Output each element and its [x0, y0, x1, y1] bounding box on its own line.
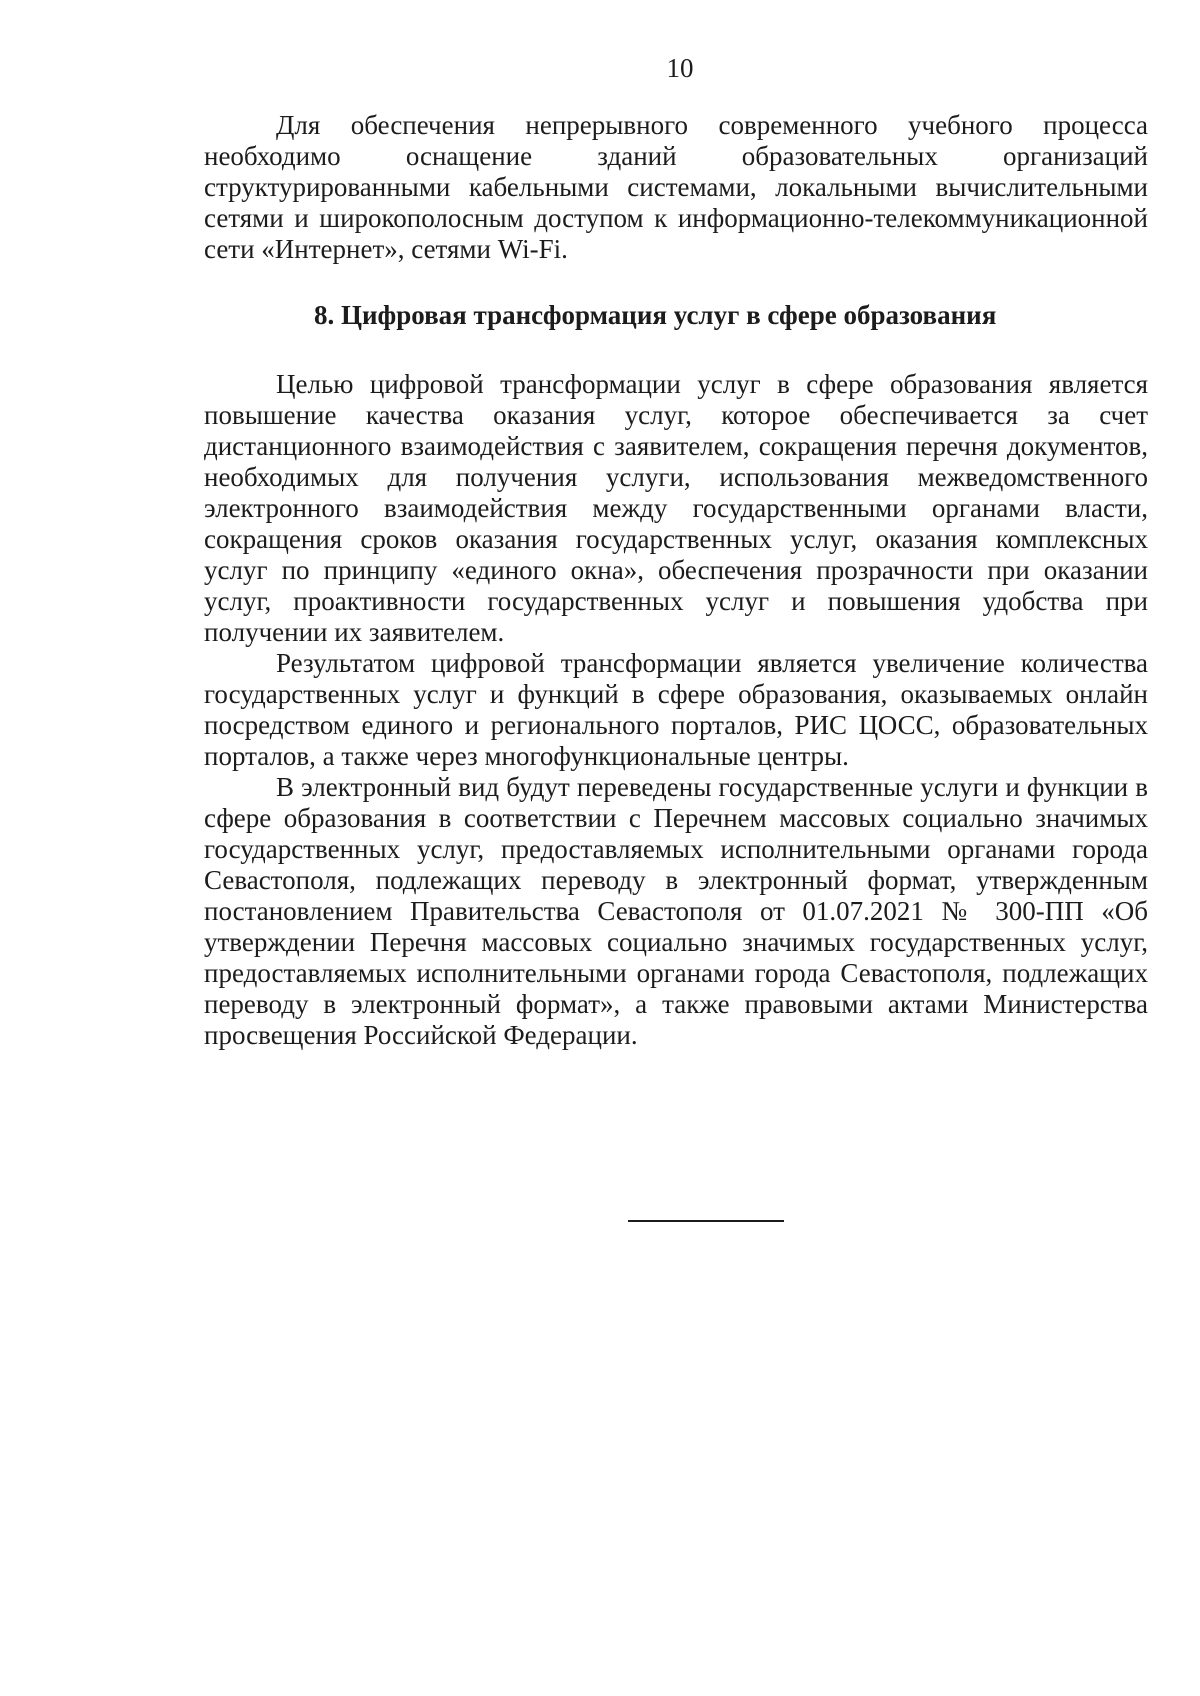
- section-paragraph-electronic: В электронный вид будут переведены государственные услуги и функции в сфере образования в соответствии с Перечнем массовых социально значимых государственных услуг, предоставляемых исполнительными органами города Севастополя, подлежащих переводу в электронный формат, утвержденным постановлением Правительства Севастополя от 01.07.2021 № 300-ПП «Об утверждении Перечня массовых социально значимых государственных услуг, предоставляемых исполнительными органами города Севастополя, подлежащих переводу в электронный формат», а также правовыми актами Министерства просвещения Российской Федерации.: [204, 772, 1148, 1050]
- section-heading: 8. Цифровая трансформация услуг в сфере образования: [314, 300, 997, 330]
- closing-divider: [628, 1220, 784, 1222]
- page-content: [204, 110, 1148, 1051]
- section-paragraph-result: Результатом цифровой трансформации является увеличение количества государственных услуг и функций в сфере образования, оказываемых онлайн посредством единого и регионального порталов, РИС ЦОСС, образовательных порталов, а также через многофункциональные центры.: [204, 648, 1148, 771]
- page-number: 10: [666, 53, 694, 83]
- section-paragraph-goal: Целью цифровой трансформации услуг в сфере образования является повышение качества оказания услуг, которое обеспечивается за счет дистанционного взаимодействия с заявителем, сокращения перечня документов, необходимых для получения услуги, использования межведомственного электронного взаимодействия между государственными органами власти, сокращения сроков оказания государственных услуг, оказания комплексных услуг по принципу «единого окна», обеспечения прозрачности при оказании услуг, проактивности государственных услуг и повышения удобства при получении их заявителем.: [204, 369, 1148, 647]
- intro-paragraph: Для обеспечения непрерывного современного учебного процесса необходимо оснащение зданий образовательных организаций структурированными кабельными системами, локальными вычислительными сетями и широкополосным доступом к информационно-телекоммуникационной сети «Интернет», сетями Wi-Fi.: [204, 110, 1148, 264]
